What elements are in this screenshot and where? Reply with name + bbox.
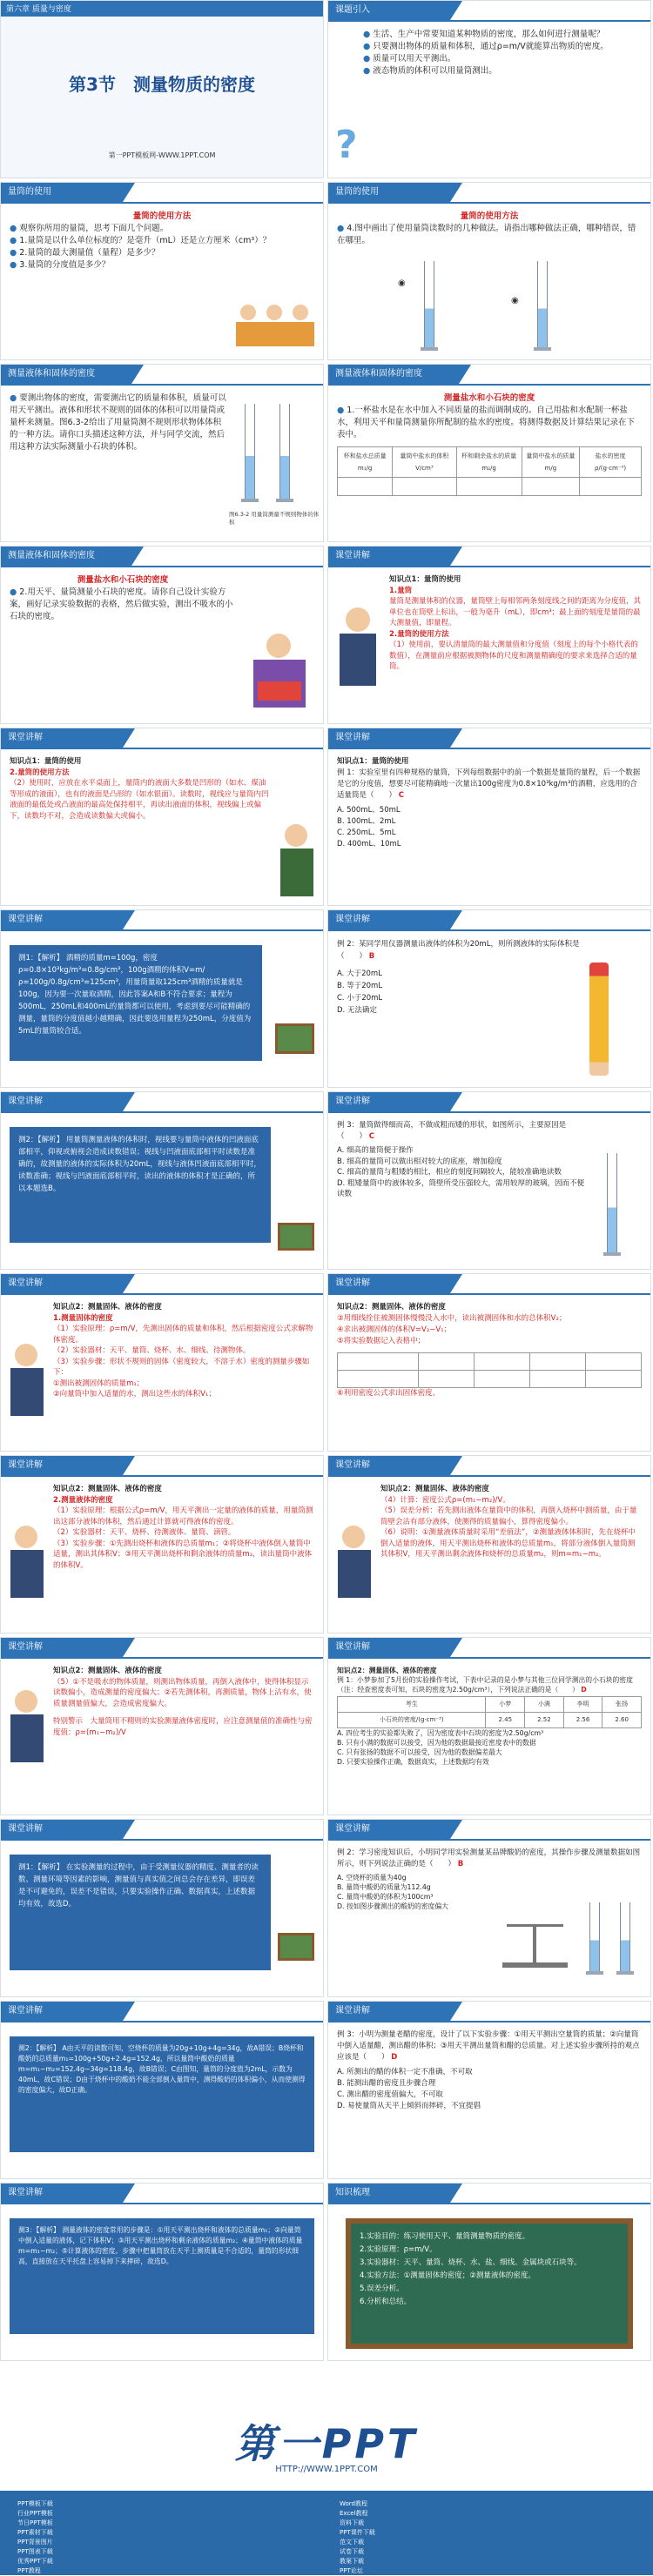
reading-student-icon <box>249 634 310 712</box>
chapter-label: 第六章 质量与密度 <box>6 5 71 14</box>
knowledge-point: 知识点2：测量固体、液体的密度 <box>53 1485 162 1493</box>
example-question: 例 3：小明为测量老醋的密度，设计了以下实验步骤：①用天平测出空量筒的质量；②向量筒中倒入适量醋，测出醋的体积；③用天平测出量筒和醋的总质量。对上述实验步骤所持的观点应该是（ ） D <box>337 2030 640 2062</box>
footer-link[interactable]: PPT模板下载 <box>17 2500 53 2507</box>
knowledge-point: 知识点2：测量固体、液体的密度 <box>337 1303 446 1311</box>
paragraph: 1.一杯盐水是在水中加入不同质量的盐而调制成的。自己用盐和水配制一杯盐水，利用天平和量筒测量你所配制的盐水的密度。将测得数据及计算结果记录在下表中。 <box>337 406 636 439</box>
teacher-figure-icon <box>335 607 383 694</box>
slide-tab: 测量液体和固体的密度 <box>1 547 131 566</box>
slide-liquid-density-3 <box>0 1637 324 1815</box>
paragraph: （2）实验器材：天平、烧杯、待测液体、量筒、滴管。 <box>53 1528 236 1537</box>
example-question: 例 2：某同学用仪器测量出液体的体积为20mL，则所测液体的实际体积是（ ） B <box>337 940 580 961</box>
option-c: C. 250mL、5mL <box>337 828 396 837</box>
knowledge-point: 知识点2：测量固体、液体的密度 <box>53 1303 162 1311</box>
teacher-figure-icon <box>8 1526 47 1604</box>
footer-link[interactable]: 节日PPT模板 <box>17 2519 53 2526</box>
page-title: 第3节 测量物质的密度 <box>69 74 255 95</box>
summary-item: 2.实验原理：ρ=m/V。 <box>360 2245 437 2254</box>
slide-tab: 课题引入 <box>328 1 450 20</box>
answer-text: B <box>368 952 375 961</box>
summary-item: 3.实验器材：天平、量筒、烧杯、水、盐、细线、金属块或石块等。 <box>360 2258 582 2267</box>
option-d: D. 只要实验操作正确，数据真实，上述数据均有效 <box>337 1758 489 1766</box>
footer-link[interactable]: PPT背景图片 <box>17 2539 53 2546</box>
list-item: ● 只要测出物体的质量和体积，通过ρ=m/V就能算出物质的密度。 <box>363 42 609 51</box>
paragraph: （1）实验原理：ρ=m/V，先测出固体的质量和体积，然后根据密度公式求解物体密度。 <box>53 1325 313 1345</box>
footer-link[interactable]: PPT教程 <box>17 2567 41 2574</box>
option-d: D. 粗矮量筒中的液体较多，筒壁所受压强较大，需用较厚的玻璃，因而不便读数 <box>337 1178 584 1198</box>
option-b: B. 100mL、2mL <box>337 817 396 826</box>
slide-tab: 课堂讲解 <box>1 1092 123 1111</box>
footer-link[interactable]: Excel教程 <box>340 2510 368 2517</box>
site-logo: 第一PPT <box>234 2420 419 2467</box>
option-b: B. 只有小满的数据可以接受，因为他的数据最接近密度表中的数据 <box>337 1739 536 1747</box>
slide-liquid-density-1 <box>0 1455 324 1633</box>
slide-tab: 课堂讲解 <box>1 2184 123 2203</box>
footer-link[interactable]: Word教程 <box>340 2500 367 2507</box>
slide-tab: 课堂讲解 <box>328 1456 450 1475</box>
list-item: ● 3.量筒的分度值是多少？ <box>10 260 111 270</box>
list-item: ● 2.量筒的最大测量值（量程）是多少？ <box>10 248 160 258</box>
section-heading: 量筒的使用方法 <box>132 211 192 221</box>
option-c: C. 细高的量筒与粗矮的相比，相应的刻度间隔较大，能较准确地读数 <box>337 1168 562 1177</box>
measuring-cylinder-icon <box>279 404 290 500</box>
slide-tab: 课堂讲解 <box>328 2002 450 2021</box>
footer-link[interactable]: PPT素材下载 <box>17 2529 53 2536</box>
slide-tab: 课堂讲解 <box>1 2002 123 2021</box>
slide-example-6 <box>327 2001 651 2179</box>
paragraph: （4）计算：密度公式ρ=(m₁−m₂)/V。 <box>380 1495 510 1505</box>
list-item: ● 生活、生产中常要知道某种物质的密度，那么如何进行测量呢？ <box>363 30 605 39</box>
slide-example-5 <box>327 1819 651 1997</box>
eye-icon: ◉ <box>398 278 406 288</box>
answer-text: C <box>398 791 404 800</box>
slide-liquid-density-2 <box>327 1455 651 1633</box>
figure-caption: 图6.3-2 用量筒测量不规则物体的体积 <box>229 511 320 526</box>
slide-example-4 <box>327 1637 651 1815</box>
paragraph: 2.用天平、量筒测量小石块的密度。请你自己设计实验方案，画好记录实验数据的表格，然后做实验，测出不吸水的小石块的密度。 <box>10 587 233 621</box>
knowledge-point: 知识点2：测量固体、液体的密度 <box>380 1485 489 1493</box>
eye-icon: ◉ <box>511 296 519 305</box>
option-a: A. 大于20mL <box>337 969 382 978</box>
teacher-figure-icon <box>278 824 317 898</box>
footer-link[interactable]: PPT课件下载 <box>340 2529 375 2536</box>
paragraph: （2）使用时，应放在水平桌面上，量筒内的液面大多数是凹形的（如水、煤油等形成的液面），也有的液面是凸形的（如水银面）。读数时，视线应与量筒内凹液面的最低处或凸液面的最高处保持相平，再读出液面的体积，视线偏上或偏下，读数均不对，会造成读数偏大或偏小。 <box>10 779 269 821</box>
data-table: 杯和盐水总质量m₁/g 量筒中盐水的体积V/cm³ 杯和剩余盐水的质量m₂/g 量筒中盐水的质量m/g 盐水的密度ρ/(g·cm⁻³) <box>337 446 642 496</box>
slide-example-2 <box>327 909 651 1088</box>
data-table <box>337 1352 642 1388</box>
footer-link[interactable]: PPT论坛 <box>340 2567 363 2574</box>
paragraph: （1）使用前，要认清量筒的最大测量值和分度值（刻度上的每个小格代表的数值），在测量前应根据被测物体的尺度和测量精确度的要求来选择合适的量筒。 <box>389 641 638 671</box>
measuring-cylinder-icon <box>245 404 255 500</box>
solution-box: 测3：【解析】 测量液体的密度常用的步骤是：①用天平测出烧杯和液体的总质量m₁；②向量筒中倒入适量的液体，记下体积V；③用天平测出烧杯和剩余液体的质量m₂；④量筒中液体的质量m=m₁−m₂；⑤计算液体的密度。步骤中把量筒放在天平上测质量是不合适的，量筒的形状细高，直接放在天平托盘上容易掉下来摔碎，故选D。 <box>10 2218 314 2334</box>
option-c: C. 小于20mL <box>337 994 383 1003</box>
question-mark-icon: ? <box>335 123 358 167</box>
footer-link[interactable]: 范文下载 <box>340 2539 364 2546</box>
summary-item: 4.实验方法：①测量固体的密度；②测量液体的密度。 <box>360 2271 535 2280</box>
slide-tab: 课堂讲解 <box>328 1274 450 1293</box>
list-item: ● 液态物质的体积可以用量筒测出。 <box>363 66 497 76</box>
solution-box: 测2：【解析】 A由天平的读数可知，空烧杯的质量为20g+10g+4g=34g，故A错误；B烧杯和酸奶的总质量m₁=100g+50g+2.4g=152.4g，所以量筒中酸奶的质量m=m₁−m₂=152.4g−34g=118.4g，故B错误；C由图知，量筒的分度值为2mL，示数为40mL，故C错误；D由于烧杯中的酸奶不能全部倒入量筒中，测得酸奶的体积偏小，从而使测得的密度偏大，故D正确。 <box>10 2036 314 2152</box>
sub-heading: 2.量筒的使用方法 <box>389 629 449 639</box>
slide-density-intro: 测量液体和固体的密度 ● 要测出物体的密度，需要测出它的质量和体积，质量可以用天平测出。液体和形状不规则的固体的体积可以用量筒或量杯来测量。图6.3-2给出了用量筒测不规则形状物体体积的一种方法。请你口头描述这种方法，并与同学交流，然后用这种方法实际测量小石块的体积。 图6.3-2 用量筒测量不规则物体的体积 <box>0 364 324 542</box>
slide-tab: 课堂讲解 <box>328 1092 450 1111</box>
balance-scale-icon <box>502 1915 568 1968</box>
footer-link[interactable]: PPT图表下载 <box>17 2548 53 2555</box>
brand-text: 第一PPT模板网-WWW.1PPT.COM <box>108 151 216 159</box>
knowledge-point: 知识点1：量筒的使用 <box>337 757 409 766</box>
slide-solution-1 <box>0 909 324 1088</box>
slide-example-3 <box>327 1091 651 1270</box>
option-a: A. 500mL、50mL <box>337 806 401 815</box>
sub-heading: 1.测量固体的密度 <box>53 1313 113 1323</box>
summary-item: 1.实验目的：练习使用天平、量筒测量物质的密度。 <box>360 2232 530 2241</box>
paragraph: （6）说明：①测量液体质量时采用“差值法”，②测量液体体积时，先在烧杯中倒入适量的液体，用天平测出烧杯和液体的总质量m₁，将部分液体倒入量筒测其体积V，用天平测出剩余液体和烧杯的总质量m₂，则m=m₁−m₂。 <box>380 1528 636 1559</box>
option-a: A. 所测出的醋的体积一定不准确，不可取 <box>337 2068 473 2076</box>
slide-solution-4 <box>0 2001 324 2179</box>
board-icon <box>278 1223 314 1251</box>
paragraph: （3）实验步骤：形状不规则的固体（密度较大，不溶于水）密度的测量步骤如下： <box>53 1357 310 1377</box>
sub-heading: 2.测量液体的密度 <box>53 1495 113 1505</box>
data-table: 考生 小梦 小满 李明 张扬 小石块的密度/(g·cm⁻³) 2.45 2.52 2.56 2.60 <box>337 1696 642 1728</box>
option-a: A. 四位考生的实验都失败了，因为密度表中石块的密度为2.50g/cm³ <box>337 1729 544 1737</box>
slide-intro <box>327 0 651 178</box>
slide-solution-5 <box>0 2183 324 2361</box>
site-url[interactable]: HTTP://WWW.1PPT.COM <box>275 2465 378 2474</box>
answer-text: B <box>457 1859 464 1868</box>
solution-box: 测1：【解析】 酒精的质量m=100g，密度ρ=0.8×10³kg/m³=0.8g/cm³，100g酒精的体积V=m/ρ=100g/0.8g/cm³=125cm³，用量筒量取125cm³酒精的质量就是100g，因为要一次量取酒精，因此答案A和B不符合要求；量程为500mL，250mL和400mL的量筒都可以使用，考虑到要尽可能精确的测量，量筒的分度值越小越精确，因此要选用量程为250mL，分度值为5mL的量筒较合适。 <box>10 945 262 1061</box>
slide-tab: 课堂讲解 <box>1 728 123 748</box>
paragraph: 要测出物体的密度，需要测出它的质量和体积，质量可以用天平测出。液体和形状不规则的固体的体积可以用量筒或量杯来测量。图6.3-2给出了用量筒测不规则形状物体体积的一种方法。请你口头描述这种方法，并与同学交流，然后用这种方法实际测量小石块的体积。 <box>10 393 226 452</box>
teacher-figure-icon <box>8 1690 47 1768</box>
answer-text: D <box>581 1686 587 1694</box>
knowledge-point: 知识点1：量筒的使用 <box>389 575 461 584</box>
slide-tab: 量筒的使用 <box>328 183 450 202</box>
sub-heading: 2.量筒的使用方法 <box>10 768 70 777</box>
option-a: A. 细高的量筒便于操作 <box>337 1146 414 1155</box>
section-heading: 测量盐水和小石块的密度 <box>443 393 535 403</box>
measuring-cylinder-icon <box>607 1153 617 1253</box>
students-figure-icon <box>236 305 314 348</box>
section-heading: 量筒的使用方法 <box>460 211 519 221</box>
list-item: ● 1.量筒是以什么单位标度的？是毫升（mL）还是立方厘米（cm³）？ <box>10 236 272 245</box>
example-question: 例 1：实验室里有四种规格的量筒，下列每组数据中的前一个数据是量筒的量程，后一个数据是它的分度值，想要尽可能精确地一次量出100g密度为0.8×10³kg/m³的酒精，应选用的合适量筒是（ ） C <box>337 768 641 800</box>
summary-item: 6.分析和总结。 <box>360 2298 412 2306</box>
slide-summary <box>327 2183 651 2361</box>
paragraph: （1）实验原理：根据公式ρ=m/V，用天平测出一定量的液体的质量，用量筒测出这部分液体的体积，然后通过计算就可得液体的密度。 <box>53 1506 313 1526</box>
measuring-cylinder-icon <box>620 1902 630 1972</box>
slide-tab: 课堂讲解 <box>328 1820 450 1839</box>
footer-link[interactable]: 试卷下载 <box>340 2548 364 2555</box>
slide-solution-3 <box>0 1819 324 1997</box>
option-b: B. 等于20mL <box>337 982 383 990</box>
paragraph: ④求出被测固体的体积V=V₂−V₁； <box>337 1325 452 1334</box>
paragraph: ⑥利用密度公式求出固体密度。 <box>337 1389 441 1398</box>
footer-link[interactable]: 优秀PPT下载 <box>17 2558 53 2565</box>
slide-solid-density-1 <box>0 1273 324 1452</box>
teacher-figure-icon <box>335 1526 374 1604</box>
slide-salt-water: 测量液体和固体的密度 测量盐水和小石块的密度 ● 1.一杯盐水是在水中加入不同质量的盐而调制成的。自己用盐和水配制一杯盐水，利用天平和量筒测量你所配制的盐水的密度。将测得数据及计算结果记录在下表中。 杯和盐水总质量m₁/g 量筒中盐水的体积V/cm³ 杯和剩余盐水的质量m₂/g 量筒中盐水的质量m/g 盐水的密度ρ/(g·cm⁻³) <box>327 364 651 542</box>
slide-tab: 课堂讲解 <box>1 910 123 929</box>
list-item: ● 观察你所用的量筒，思考下面几个问题。 <box>10 224 169 233</box>
measuring-cylinder-icon <box>424 261 434 348</box>
example-question: 例 1：小梦参加了5月份的实验操作考试，下表中记录的是小梦与其他三位同学测出的小石块的密度（注：经查密度表可知，石块的密度为2.50g/cm³），下列说法正确的是（ ） D <box>337 1676 633 1694</box>
slide-tab: 课堂讲解 <box>328 547 450 566</box>
slide-tab: 课堂讲解 <box>328 728 450 748</box>
slide-stone: 测量液体和固体的密度 测量盐水和小石块的密度 ● 2.用天平、量筒测量小石块的密度。请你自己设计实验方案，画好记录实验数据的表格，然后做实验，测出不吸水的小石块的密度。 <box>0 546 324 724</box>
list-item: ● 质量可以用天平测出。 <box>363 54 456 64</box>
paragraph: 量筒是测量体积的仪器，量筒壁上每相邻两条刻度线之间的距离为分度值，其单位也在筒壁上标出，一般为毫升（mL），即cm³；最上面的刻度是量筒的最大测量值，即量程。 <box>389 597 642 627</box>
knowledge-point: 知识点2：测量固体、液体的密度 <box>337 1667 437 1674</box>
slide-lecture-1 <box>327 546 651 724</box>
slide-title <box>0 0 324 178</box>
summary-item: 5.误差分析。 <box>360 2284 404 2293</box>
slide-tab: 知识梳理 <box>328 2184 450 2203</box>
slide-tab: 课堂讲解 <box>1 1638 123 1657</box>
slide-example-1 <box>327 728 651 906</box>
knowledge-point: 知识点2：测量固体、液体的密度 <box>53 1667 162 1675</box>
solution-box: 测2：【解析】 用量筒测量液体的体积时，视线要与量筒中液体的凹液面底部相平，仰视或俯视会造成读数错误；视线与凹液面底部相平时读数是准确的，故测量的液体的实际体积为20mL，视线与液体凹液面底部相平时，读数准确；视线与凹液面底部相平时，读出的液体的体积才是正确的，所以本题选B。 <box>10 1127 271 1243</box>
option-a: A. 空烧杯的质量为40g <box>337 1874 407 1882</box>
option-c: C. 量筒中酸奶的体积为100cm³ <box>337 1893 434 1901</box>
paragraph: ②向量筒中加入适量的水，测出这些水的体积V₁； <box>53 1390 216 1399</box>
example-question: 例 2：学习密度知识后，小明同学用实验测量某品牌酸奶的密度，其操作步骤及测量数据如图所示，则下列说法正确的是（ ） B <box>337 1848 641 1868</box>
footer-link[interactable]: 资料下载 <box>340 2519 364 2526</box>
slide-lecture-2 <box>0 728 324 906</box>
sub-heading: 1.量筒 <box>389 586 413 595</box>
slide-tab: 课堂讲解 <box>1 1456 123 1475</box>
board-icon <box>275 1023 314 1054</box>
paragraph: （2）实验器材：天平、量筒、烧杯、水、细线、待测物体。 <box>53 1346 251 1355</box>
knowledge-point: 知识点1：量筒的使用 <box>10 757 82 766</box>
slide-tab: 课堂讲解 <box>328 1638 450 1657</box>
footer-link[interactable]: 行业PPT模板 <box>17 2510 53 2517</box>
measuring-cylinder-icon <box>589 1902 600 1972</box>
option-c: C. 只有张扬的数据不可以接受，因为他的数据偏差最大 <box>337 1748 502 1756</box>
list-item: ● 4.图中画出了使用量筒读数时的几种做法。请指出哪种做法正确，哪种错误，错在哪里。 <box>337 224 636 245</box>
slide-tab: 课堂讲解 <box>1 1274 123 1293</box>
option-d: D. 易使量筒从天平上倾斜而摔碎，不宜提倡 <box>337 2102 481 2110</box>
option-b: B. 细高的量筒可以做出相对较大的底座，增加稳度 <box>337 1157 502 1166</box>
footer-link[interactable]: 教案下载 <box>340 2558 364 2565</box>
example-question: 例 3：量筒做得细而高，不做成粗而矮的形状，如图所示，主要原因是（ ） C <box>337 1121 567 1141</box>
slide-cylinder-use-1 <box>0 182 324 360</box>
slide-solution-2 <box>0 1091 324 1270</box>
paragraph: （3）实验步骤：①先测出烧杯和液体的总质量m₁；②将烧杯中液体倒入量筒中适量，测出其体积V；③用天平测出烧杯和剩余液体的质量m₂，读出量筒中液体的体积V。 <box>53 1539 313 1570</box>
slide-tab: 课堂讲解 <box>328 910 450 929</box>
slide-tab: 测量液体和固体的密度 <box>328 365 459 384</box>
board-icon <box>278 1933 314 1961</box>
section-heading: 测量盐水和小石块的密度 <box>77 575 169 585</box>
paragraph: ⑤将实验数据记入表格中； <box>337 1337 426 1345</box>
paragraph: （5）①不是吸水的物体质量，则测出物体质量，再倒入液体中，使得体积显示读数偏小，造成测量的密度偏大；②若先测体积，再测质量，物体上沾有水，使质量测量值偏大，会造成密度偏大。 <box>53 1677 312 1708</box>
slide-solid-density-2 <box>327 1273 651 1452</box>
option-d: D. 按如图步骤测出的酸奶的密度偏大 <box>337 1902 448 1910</box>
answer-text: D <box>391 2053 398 2062</box>
option-b: B. 能测出醋的密度且步骤合理 <box>337 2079 436 2088</box>
teacher-figure-icon <box>8 1344 47 1422</box>
slide-tab: 量筒的使用 <box>1 183 123 202</box>
option-d: D. 400mL、10mL <box>337 840 401 849</box>
slide-tab: 课堂讲解 <box>1 1820 123 1839</box>
slide-tab: 测量液体和固体的密度 <box>1 365 131 384</box>
footer-links <box>0 2491 653 2575</box>
solution-box: 测1：【解析】 在实验测量的过程中，由于受测量仪器的精度、测量者的读数、测量环境等因素的影响，测量值与真实值之间总会存在差异，即误差是不可避免的，误差不是错误，只要实验操作正确、数据真实，上述数据均有效，故选D。 <box>10 1855 271 1970</box>
measuring-cylinder-icon <box>537 261 548 348</box>
pencil-figure-icon <box>589 963 609 1076</box>
option-b: B. 量筒中酸奶的质量为112.4g <box>337 1883 431 1891</box>
chalkboard <box>346 2218 633 2349</box>
paragraph: ③用细线拴住被测固体慢慢没入水中，读出被测固体和水的总体积V₂； <box>337 1314 567 1323</box>
option-d: D. 无法确定 <box>337 1006 377 1015</box>
option-c: C. 测出醋的密度值偏大，不可取 <box>337 2090 443 2099</box>
paragraph: （5）误差分析：若先测出液体在量筒中的体积，再倒入烧杯中测质量，由于量筒壁会沾有部分液体，使测得的质量偏小，算得密度偏小。 <box>380 1506 637 1526</box>
slide-cylinder-use-2 <box>327 182 651 360</box>
paragraph: ①测出被测固体的质量m₁； <box>53 1379 145 1388</box>
warning-note: 特别警示 大量筒用不精则的实验测量液体密度时，应注意测量值的准确性与密度值：ρ=(m₁−m₂)/V <box>53 1717 313 1737</box>
answer-text: C <box>368 1131 374 1141</box>
